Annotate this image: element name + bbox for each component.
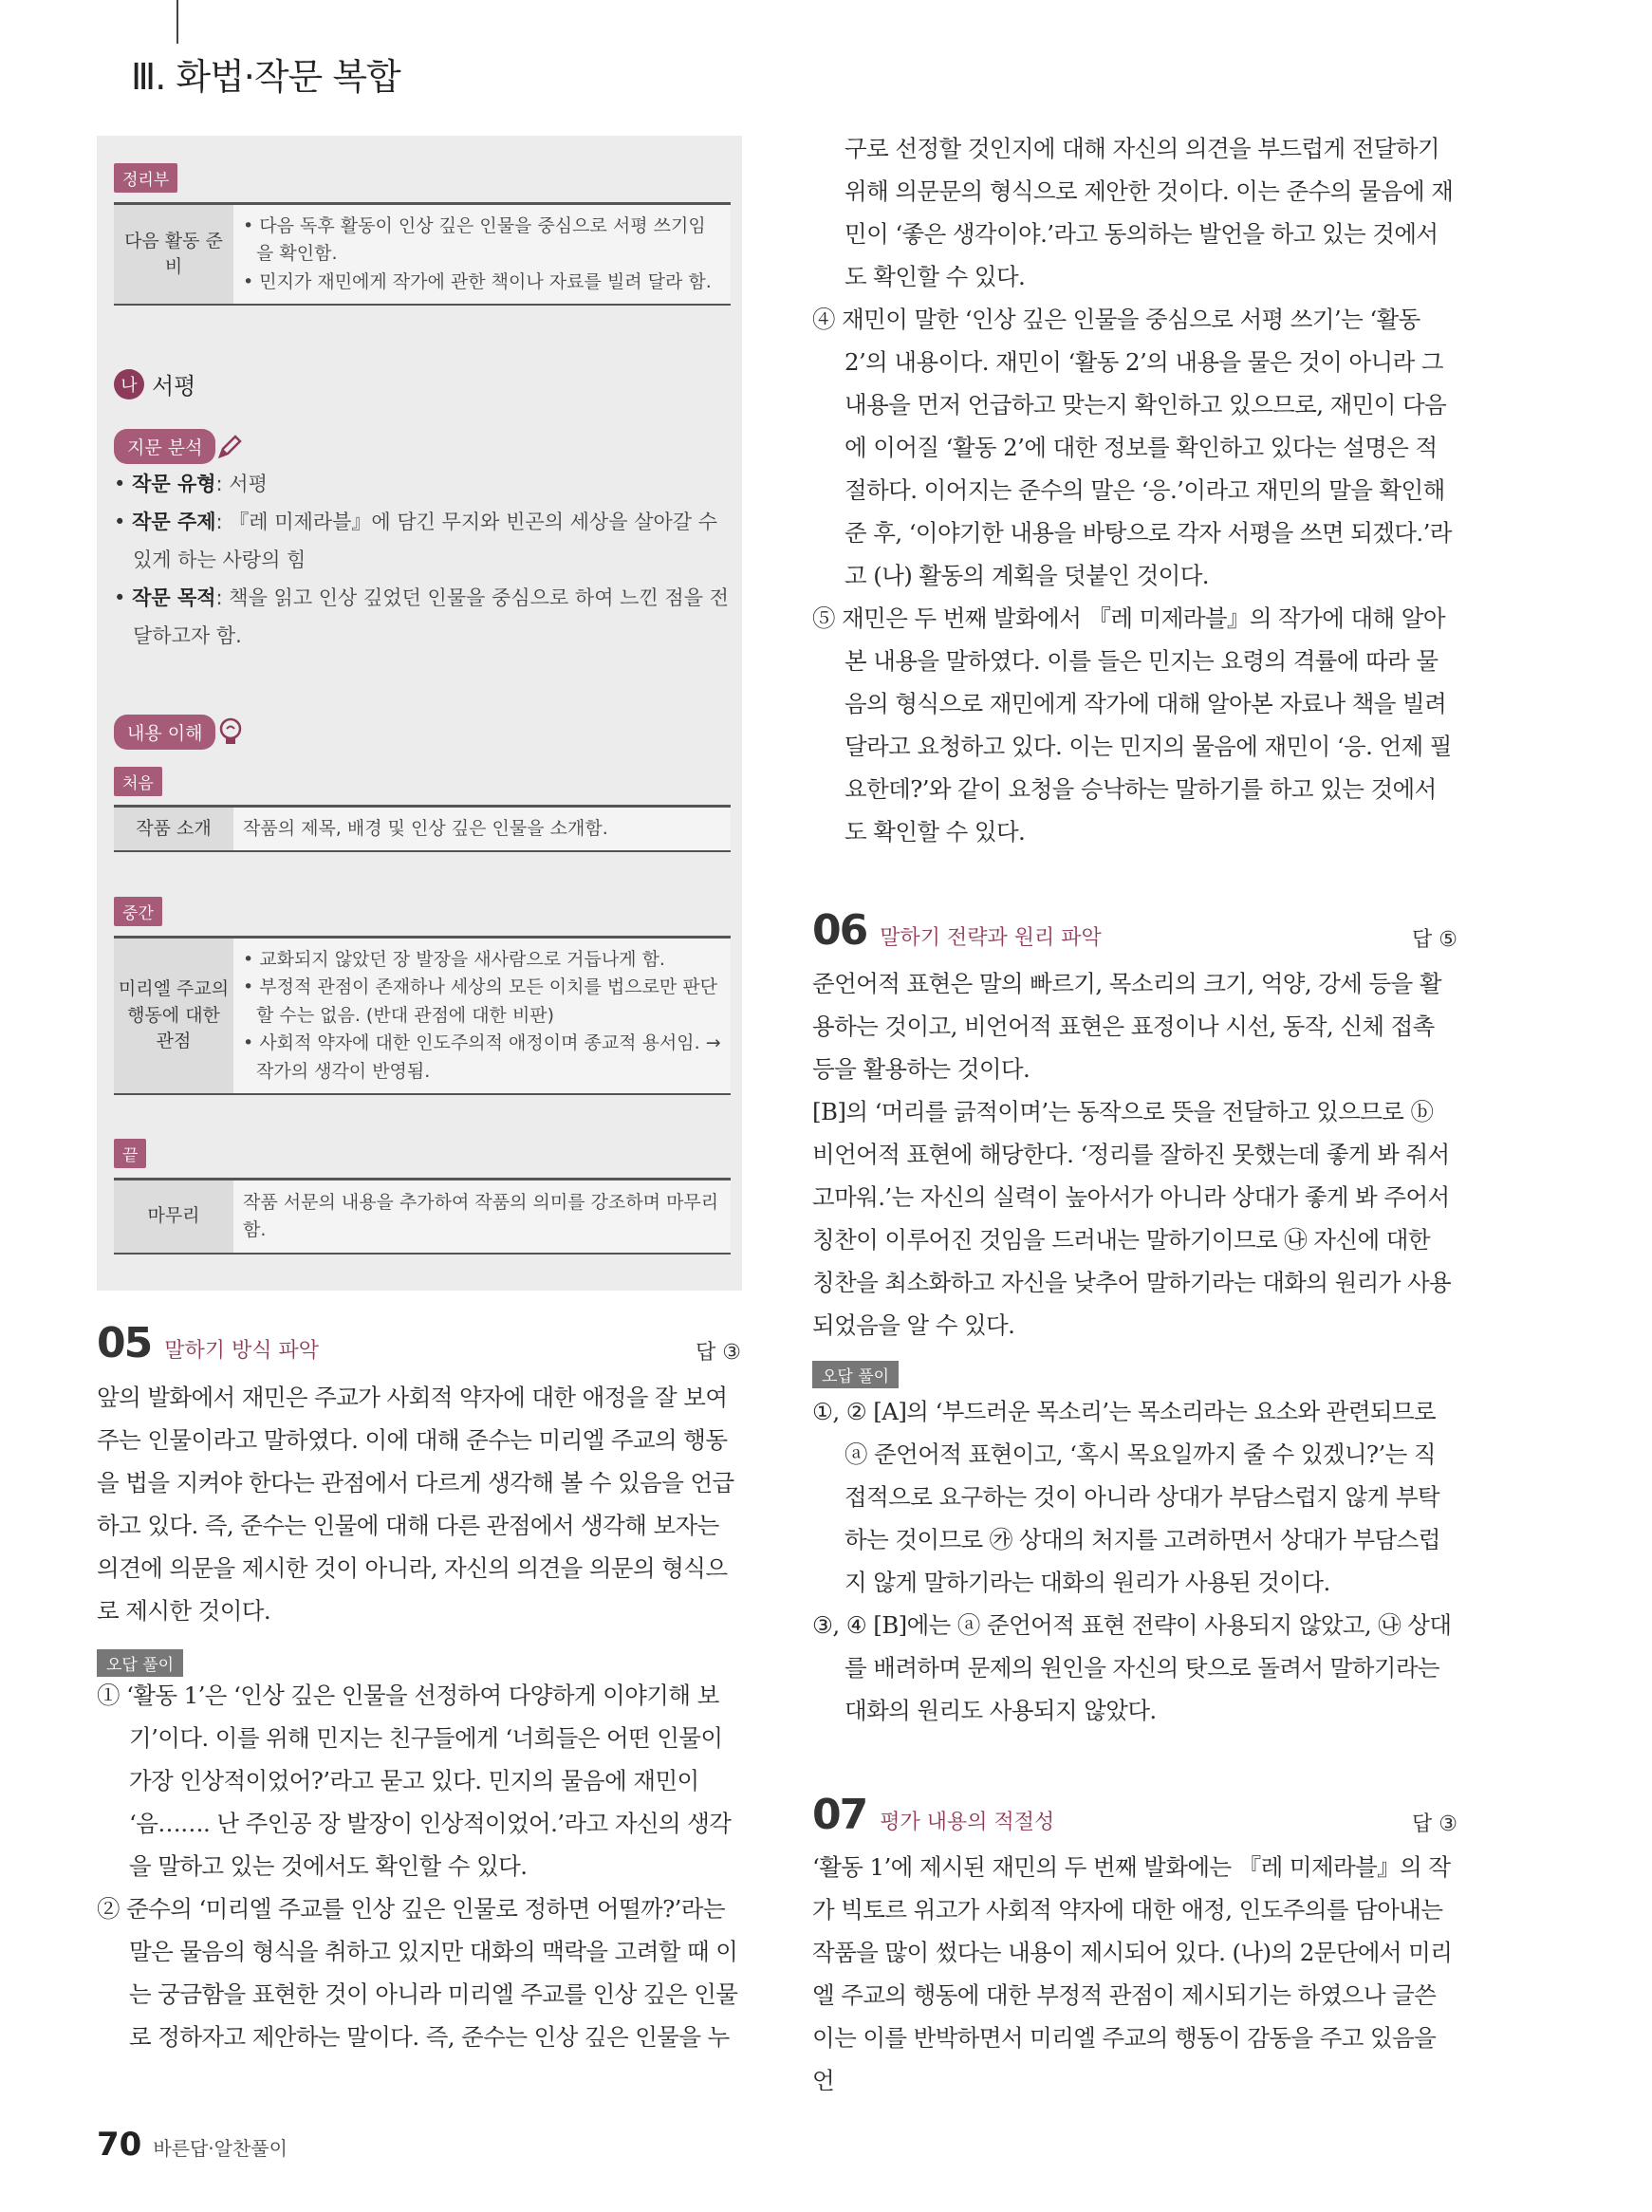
q05-wrong-tag: 오답 풀이 (97, 1649, 183, 1677)
question-title: 평가 내용의 적절성 (880, 1811, 1055, 1834)
q07-answer: 답 ③ (1412, 1812, 1457, 1836)
list-item: • 다음 독후 활동이 인상 깊은 인물을 중심으로 서평 쓰기임을 확인함. (243, 213, 721, 269)
middle-list (243, 946, 721, 1086)
page-number: 70 (97, 2126, 142, 2164)
question-number: 05 (97, 1319, 152, 1367)
begin-tag: 처음 (114, 767, 162, 796)
list-item: ⑤ 재민은 두 번째 발화에서 『레 미제라블』의 작가에 대해 알아본 내용을 말하였다. 이를 들은 민지는 요령의 격률에 따라 물음의 형식으로 재민에게 작가에 대해 알아본 자료나 책을 빌려 달라고 요청하고 있다. 이는 민지의 물음에 재민이 ‘응. 언제 필요한데?’와 같이 요청을 승낙하는 말하기를 하고 있는 것에서도 확인할 수 있다. (812, 604, 1452, 846)
header-rule (176, 0, 178, 44)
list-item: ① ‘활동 1’은 ‘인상 깊은 인물을 선정하여 다양하게 이야기해 보기’이다. 이를 위해 민지는 친구들에게 ‘너희들은 어떤 인물이 가장 인상적이었어?’라고 묻고 있다. 민지의 물음에 재민이 ‘음……. 난 주인공 장 발장이 인상적이었어.’라고 자신의 생각을 말하고 있는 것에서도 확인할 수 있다. (97, 1682, 732, 1880)
q07-heading (812, 1791, 1054, 1839)
next-activity-list (243, 213, 721, 296)
section-na-heading (114, 367, 195, 400)
begin-body: 작품의 제목, 배경 및 인상 깊은 인물을 소개함. (233, 807, 731, 852)
understanding-tag-wrap (114, 715, 246, 750)
middle-table (114, 936, 731, 1095)
q06-answer: 답 ⑤ (1412, 928, 1457, 952)
question-number: 06 (812, 906, 867, 955)
end-table (114, 1178, 731, 1255)
list-item: • 민지가 재민에게 작가에 관한 책이나 자료를 빌려 달라 함. (243, 269, 721, 296)
q05-continued (812, 127, 1457, 853)
q07-body (812, 1846, 1457, 2102)
end-body: 작품 서문의 내용을 추가하여 작품의 의미를 강조하며 마무리함. (233, 1180, 731, 1255)
list-item: ①, ② [A]의 ‘부드러운 목소리’는 목소리라는 요소와 관련되므로 ⓐ 준언어적 표현이고, ‘혹시 목요일까지 줄 수 있겠니?’는 직접적으로 요구하는 것이 아니라 상대가 부담스럽지 않게 부탁하는 것이므로 ㉮ 상대의 처지를 고려하면서 상대가 부담스럽지 않게 말하기라는 대화의 원리가 사용된 것이다. (812, 1398, 1440, 1596)
q06-heading (812, 906, 1102, 955)
list-item: • 작문 목적: 책을 읽고 인상 깊었던 인물을 중심으로 하여 느낀 점을 전달하고자 함. (114, 579, 731, 655)
q05-answer: 답 ③ (696, 1341, 741, 1365)
paragraph: 앞의 발화에서 재민은 주교가 사회적 약자에 대한 애정을 잘 보여주는 인물이라고 말하였다. 이에 대해 준수는 미리엘 주교의 행동을 법을 지켜야 한다는 관점에서 다르게 생각해 볼 수 있음을 언급하고 있다. 즉, 준수는 인물에 대해 다른 관점에서 생각해 보자는 의견에 의문을 제시한 것이 아니라, 자신의 의견을 의문의 형식으로 제시한 것이다. (97, 1384, 734, 1625)
list-item: ④ 재민이 말한 ‘인상 깊은 인물을 중심으로 서평 쓰기’는 ‘활동 2’의 내용이다. 재민이 ‘활동 2’의 내용을 물은 것이 아니라 그 내용을 먼저 언급하고 맞는지 확인하고 있으므로, 재민이 다음에 이어질 ‘활동 2’에 대한 정보를 확인하고 있다는 설명은 적절하다. 이어지는 준수의 말은 ‘응.’이라고 재민의 말을 확인해 준 후, ‘이야기한 내용을 바탕으로 각자 서평을 쓰면 되겠다.’라고 (나) 활동의 계획을 덧붙인 것이다. (812, 306, 1452, 589)
paragraph: 준언어적 표현은 말의 빠르기, 목소리의 크기, 억양, 강세 등을 활용하는 것이고, 비언어적 표현은 표정이나 시선, 동작, 신체 접촉 등을 활용하는 것이다. (812, 970, 1441, 1083)
list-item: • 작문 주제: 『레 미제라블』에 담긴 무지와 빈곤의 세상을 살아갈 수 있게 하는 사랑의 힘 (114, 503, 731, 579)
end-tag: 끝 (114, 1139, 146, 1168)
begin-head: 작품 소개 (114, 807, 233, 852)
middle-tag: 중간 (114, 897, 162, 926)
q06-wrong-tag: 오답 풀이 (812, 1361, 899, 1388)
analysis-tag: 지문 분석 (114, 429, 215, 464)
page-footer (97, 2126, 288, 2164)
question-title: 말하기 전략과 원리 파악 (880, 926, 1102, 950)
analysis-tag-wrap (114, 429, 244, 464)
q05-heading (97, 1319, 319, 1367)
paragraph: ‘활동 1’에 제시된 재민의 두 번째 발화에는 『레 미제라블』의 작가 빅토르 위고가 사회적 약자에 대한 애정, 인도주의를 담아내는 작품을 많이 썼다는 내용이 제시되어 있다. (나)의 2문단에서 미리엘 주교의 행동에 대한 부정적 관점이 제시되기는 하였으나 글쓴이는 이를 반박하면서 미리엘 주교의 행동이 감동을 주고 있음을 언 (812, 1853, 1453, 2094)
begin-table (114, 805, 731, 852)
paragraph: 구로 선정할 것인지에 대해 자신의 의견을 부드럽게 전달하기 위해 의문문의 형식으로 제안한 것이다. 이는 준수의 물음에 재민이 ‘좋은 생각이야.’라고 동의하는 발언을 하고 있는 것에서도 확인할 수 있다. (845, 135, 1454, 290)
next-activity-table (114, 202, 731, 306)
end-head: 마무리 (114, 1180, 233, 1255)
q06-body (812, 962, 1457, 1347)
next-activity-head: 다음 활동 준비 (114, 204, 233, 306)
section-badge: 나 (114, 369, 144, 400)
paragraph: [B]의 ‘머리를 긁적이며’는 동작으로 뜻을 전달하고 있으므로 ⓑ 비언어적 표현에 해당한다. ‘정리를 잘하진 못했는데 좋게 봐 줘서 고마워.’는 자신의 실력이 높아서가 아니라 상대가 좋게 봐 주어서 칭찬이 이루어진 것임을 드러내는 말하기이므로 ㉯ 자신에 대한 칭찬을 최소화하고 자신을 낮추어 말하기라는 대화의 원리가 사용되었음을 알 수 있다. (812, 1098, 1452, 1339)
list-item: • 사회적 약자에 대한 인도주의적 애정이며 종교적 용서임. → 작가의 생각이 반영됨. (243, 1030, 721, 1086)
q05-body (97, 1376, 742, 1632)
list-item: • 교화되지 않았던 장 발장을 새사람으로 거듭나게 함. (243, 946, 721, 974)
understanding-tag: 내용 이해 (114, 715, 215, 750)
middle-head: 미리엘 주교의 행동에 대한 관점 (114, 938, 233, 1095)
list-item: ③, ④ [B]에는 ⓐ 준언어적 표현 전략이 사용되지 않았고, ㉯ 상대를 배려하며 문제의 원인을 자신의 탓으로 돌려서 말하기라는 대화의 원리도 사용되지 않았다. (812, 1611, 1452, 1724)
chapter-title: Ⅲ. 화법·작문 복합 (131, 56, 400, 98)
list-item: ② 준수의 ‘미리엘 주교를 인상 깊은 인물로 정하면 어떨까?’라는 말은 물음의 형식을 취하고 있지만 대화의 맥락을 고려할 때 이는 궁금함을 표현한 것이 아니라 미리엘 주교를 인상 깊은 인물로 정하자고 제안하는 말이다. 즉, 준수는 인상 깊은 인물을 누 (97, 1895, 738, 2051)
list-item: • 작문 유형: 서평 (114, 465, 731, 503)
book-title: 바른답·알찬풀이 (153, 2137, 288, 2160)
arrange-tag: 정리부 (114, 163, 177, 193)
summary-box (97, 136, 742, 1291)
question-title: 말하기 방식 파악 (164, 1339, 319, 1363)
q05-items (97, 1674, 742, 2058)
lightbulb-icon (215, 716, 246, 749)
question-number: 07 (812, 1791, 867, 1839)
section-title: 서평 (152, 373, 196, 400)
pencil-icon (215, 433, 244, 461)
q06-items (812, 1390, 1457, 1732)
list-item: • 부정적 관점이 존재하나 세상의 모든 이치를 법으로만 판단할 수는 없음. (반대 관점에 대한 비판) (243, 974, 721, 1030)
analysis-list (114, 465, 731, 655)
